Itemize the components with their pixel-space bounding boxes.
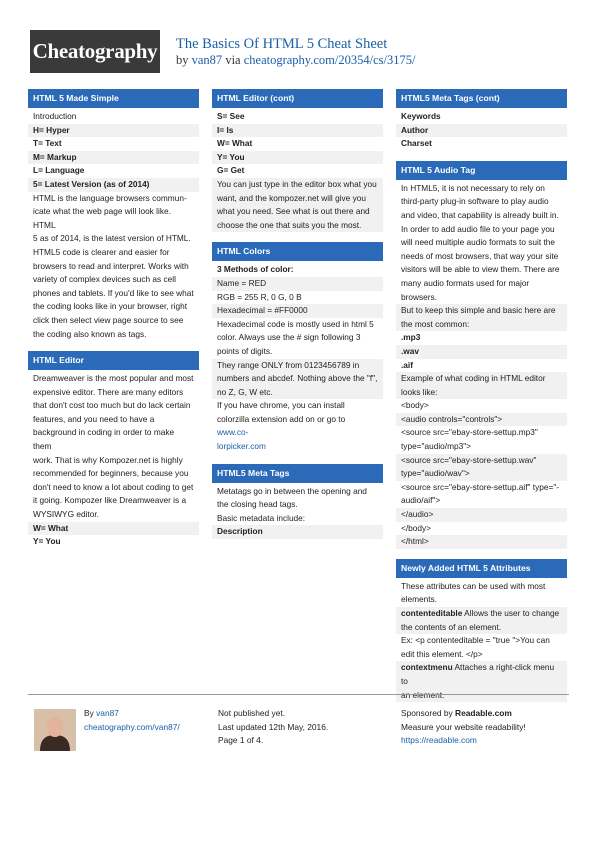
text-line: phones and tablets. If you'd like to see what <box>33 287 194 298</box>
section-html5-meta-tags <box>212 464 383 539</box>
colorpicker-link[interactable]: www.co- <box>217 427 249 438</box>
text-line: In order to add audio file to your page you <box>401 223 555 234</box>
text-line: work. That is why Kompozer.net is highly <box>33 454 183 465</box>
text-line: the closing head tags. <box>217 499 298 510</box>
text-line <box>212 440 383 454</box>
section-title: HTML5 Meta Tags <box>212 464 383 483</box>
section-title: HTML Editor (cont) <box>212 89 383 108</box>
via-label: via <box>222 53 244 67</box>
text-line: HTML5 code is clearer and easier for <box>33 246 170 257</box>
text-line: .aif <box>401 359 413 370</box>
text-line: and video, that capability is already built in. <box>401 209 559 220</box>
text-line: the coding also known as tags. <box>33 328 147 339</box>
text-line: third-party plug-in software to play audio <box>401 196 549 207</box>
text-line: needs of most browsers, that way your site <box>401 250 559 261</box>
text-line: points of digits. <box>217 345 273 356</box>
text-line: M= Markup <box>28 151 199 165</box>
text-line: elements. <box>401 594 437 605</box>
text-line: what you need. See what is out there and <box>212 205 383 219</box>
text-line: W= What <box>217 138 253 149</box>
text-line: W= What <box>28 522 199 536</box>
text-line: recommended for beginners, because you <box>33 468 189 479</box>
author-link[interactable]: van87 <box>191 53 223 67</box>
section-title: HTML 5 Made Simple <box>28 89 199 108</box>
footer-author-line: By van87 <box>84 708 119 718</box>
section-html5-made-simple <box>28 89 199 341</box>
page-title: The Basics Of HTML 5 Cheat Sheet <box>176 36 388 52</box>
text-line: 3 Methods of color: <box>217 264 294 275</box>
text-line: 5= Latest Version (as of 2014) <box>28 178 199 192</box>
text-line: .mp3 <box>401 332 421 343</box>
text-line: looks like: <box>396 386 567 400</box>
subtitle <box>176 53 415 68</box>
text-line: browsers to read and interpret. Works with <box>33 260 189 271</box>
section-html-editor-cont <box>212 89 383 232</box>
text-line: <source src="ebay-store-settup.mp3" <box>401 427 538 438</box>
text-line: no Z, G, W etc. <box>212 386 383 400</box>
text-line: numbers and abcdef. Nothing above the "f", <box>212 372 383 386</box>
text-line: the most common: <box>396 318 567 332</box>
author-avatar <box>34 709 76 751</box>
text-line: S= See <box>217 111 245 121</box>
column-3 <box>396 89 567 712</box>
section-title: HTML Colors <box>212 242 383 261</box>
text-line: Hexadecimal = #FF0000 <box>212 304 383 318</box>
person-icon <box>34 709 76 751</box>
text-line: type="audio/wav"> <box>396 467 567 481</box>
text-line: color. Always use the # sign following 3 <box>217 332 361 343</box>
text-line: Dreamweaver is the most popular and most <box>33 373 194 384</box>
text-line: RGB = 255 R, 0 G, 0 B <box>217 291 302 302</box>
text-line: colorzilla extension add on or go to www.co- <box>217 413 346 438</box>
text-line: many audio formats used for major <box>401 277 530 288</box>
section-title: Newly Added HTML 5 Attributes <box>396 559 567 578</box>
footer-sponsor <box>401 707 526 748</box>
text-line: Metatags go in between the opening and <box>217 485 367 496</box>
text-line: Ex: <p contenteditable = "true ">You can <box>401 635 550 646</box>
footer-author-url[interactable]: cheatography.com/van87/ <box>84 721 180 732</box>
text-line: variety of complex devices such as cell <box>33 274 176 285</box>
published-status: Not published yet. <box>218 708 286 718</box>
text-line: 5 as of 2014, is the latest version of HTML. <box>33 233 191 244</box>
text-line: </audio> <box>396 508 567 522</box>
text-line: T= Text <box>33 138 62 149</box>
footer-divider <box>28 694 569 695</box>
text-line: HTML is the language browsers commun- <box>33 192 187 203</box>
text-line: Basic metadata include: <box>217 512 306 523</box>
text-line: Description <box>212 525 383 539</box>
text-line: audio/aif"> <box>401 495 441 506</box>
text-line: L= Language <box>33 165 85 176</box>
section-html5-meta-tags-cont <box>396 89 567 151</box>
sheet-url-link[interactable]: cheatography.com/20354/cs/3175/ <box>243 53 416 67</box>
by-label: by <box>176 53 192 67</box>
text-line: WYSIWYG editor. <box>33 509 99 520</box>
footer-publish-info <box>218 707 328 748</box>
text-line: I= Is <box>212 124 383 138</box>
text-line: <body> <box>401 400 429 411</box>
section-title: HTML 5 Audio Tag <box>396 161 567 180</box>
section-html-colors <box>212 242 383 453</box>
text-line: click then select view page source to see <box>33 314 184 325</box>
sponsor-link[interactable]: https://readable.com <box>401 735 477 745</box>
sponsor-line: Sponsored by Readable.com <box>401 708 512 718</box>
page-number: Page 1 of 4. <box>218 735 264 745</box>
text-line: features, and you need to have a <box>33 413 155 424</box>
text-line: contextmenu Attaches a right-click menu to <box>396 661 567 688</box>
text-line: <audio controls="controls"> <box>396 413 567 427</box>
text-line: Y= You <box>212 151 383 165</box>
text-line: H= Hyper <box>28 124 199 138</box>
text-line: <source src="ebay-store-settup.aif" type="- <box>401 481 560 492</box>
text-line: You can just type in the editor box what you <box>212 178 383 192</box>
text-line: type="audio/mp3"> <box>401 441 472 452</box>
section-title: HTML Editor <box>28 351 199 370</box>
text-line: Keywords <box>401 111 441 121</box>
text-line: Name = RED <box>212 277 383 291</box>
text-line: But to keep this simple and basic here are <box>396 304 567 318</box>
text-line: expensive editor. There are many editors <box>33 386 184 397</box>
text-line: that don't cost too much but do lack certain <box>33 400 191 411</box>
text-line: They range ONLY from 0123456789 in <box>212 359 383 373</box>
text-line: the contents of an element. <box>396 621 567 635</box>
last-updated: Last updated 12th May, 2016. <box>218 721 329 732</box>
section-new-html5-attributes <box>396 559 567 702</box>
section-title: HTML5 Meta Tags (cont) <box>396 89 567 108</box>
text-line: it going. Kompozer like Dreamweaver is a <box>33 495 187 506</box>
column-2 <box>212 89 383 549</box>
text-line: </html> <box>396 535 567 549</box>
footer-author-link[interactable]: van87 <box>96 708 119 718</box>
footer-author <box>84 707 180 734</box>
text-line: Charset <box>401 138 432 149</box>
text-line: </body> <box>401 522 431 533</box>
section-html-editor <box>28 351 199 549</box>
text-line: edit this element. </p> <box>401 648 483 659</box>
text-line: an element. <box>396 689 567 703</box>
text-line: the coding looks like in your browser, right <box>33 301 188 312</box>
text-line: background in coding in order to make them <box>33 427 175 452</box>
text-line: Hexadecimal code is mostly used in html 5 <box>217 318 374 329</box>
text-line: Example of what coding in HTML editor <box>396 372 567 386</box>
text-line: In HTML5, it is not necessary to rely on <box>401 182 545 193</box>
text-line: will need multiple audio formats to suit the <box>401 237 556 248</box>
sponsor-tagline: Measure your website readability! <box>401 721 526 732</box>
text-line: These attributes can be used with most <box>401 580 546 591</box>
text-line: If you have chrome, you can install <box>217 400 345 411</box>
text-line: choose the one that suits you the most. <box>212 219 383 233</box>
section-html5-audio-tag <box>396 161 567 549</box>
text-line: <source src="ebay-store-settup.wav" <box>396 454 567 468</box>
text-line: contenteditable Allows the user to change <box>396 607 567 621</box>
text-line: G= Get <box>217 165 245 176</box>
text-line: don't need to know a lot about coding to get <box>33 481 194 492</box>
colorpicker-link[interactable]: lorpicker.com <box>217 441 266 452</box>
text-line: Author <box>396 124 567 138</box>
sponsor-name: Readable.com <box>455 708 512 718</box>
text-line: Introduction <box>33 111 77 121</box>
text-line: icate what the web page will look like. HTML <box>33 206 171 230</box>
text-line: Y= You <box>33 536 61 547</box>
cheatography-logo[interactable]: Cheatography <box>30 30 160 73</box>
text-line: visitors will be able to view them. There are <box>401 264 560 275</box>
column-1 <box>28 89 199 559</box>
text-line: browsers. <box>401 291 437 302</box>
text-line: want, and the kompozer.net will give you <box>212 192 383 206</box>
text-line: .wav <box>396 345 567 359</box>
